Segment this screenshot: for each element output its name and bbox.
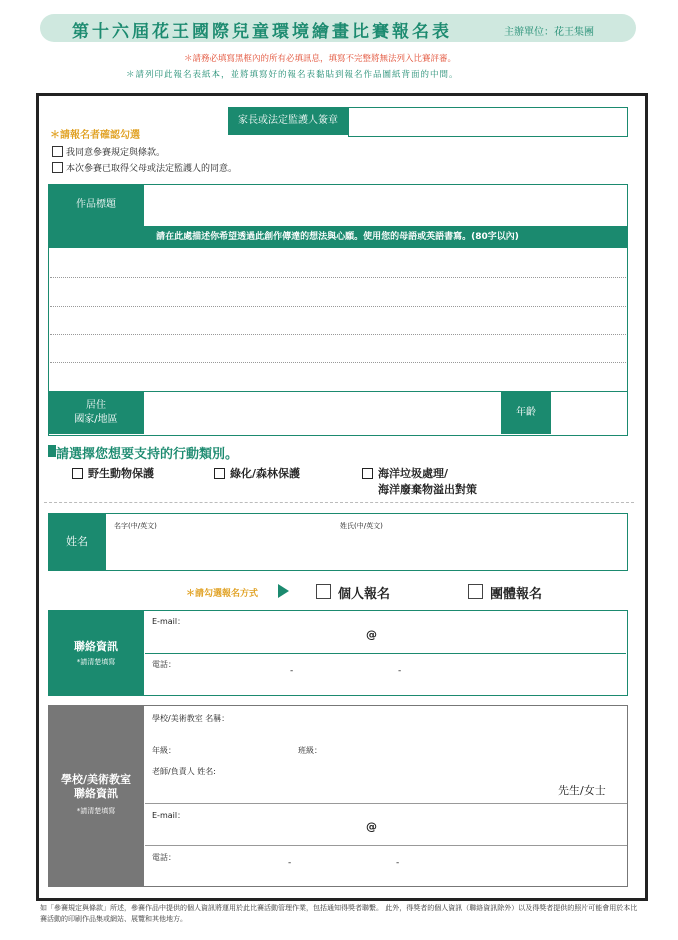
- form-title: 第十六屆花王國際兒童環境繪畫比賽報名表: [72, 22, 452, 42]
- description-line: [50, 306, 626, 307]
- required-notice: ＊請務必填寫黑框內的所有必填訊息，填寫不完整將無法列入比賽評審。: [184, 54, 457, 64]
- guardian-signature-label: 家長或法定監護人簽章: [228, 107, 348, 135]
- first-name-field[interactable]: [110, 532, 330, 564]
- school-name-label: 學校/美術教室 名稱：: [152, 714, 230, 723]
- phone-separator: -: [398, 666, 402, 676]
- action-option-ocean-line1: 海洋垃圾處理/: [378, 467, 449, 480]
- school-email-field[interactable]: [200, 812, 620, 840]
- consent-label-guardian: 本次參賽已取得父母或法定監護人的同意。: [66, 164, 238, 174]
- contact-email-field[interactable]: [200, 620, 620, 648]
- residence-label-line1: 居住: [86, 400, 106, 411]
- contact-label-text: 聯絡資訊: [74, 640, 118, 653]
- action-option-ocean-line2: 海洋廢棄物溢出對策: [378, 483, 477, 496]
- action-checkbox-ocean[interactable]: [362, 468, 373, 479]
- action-option-wildlife: 野生動物保護: [88, 467, 154, 480]
- school-phone-field[interactable]: [190, 852, 620, 880]
- age-label: 年齡: [501, 392, 551, 434]
- divider: [145, 845, 627, 846]
- consent-checkbox-terms[interactable]: [52, 146, 63, 157]
- contact-phone-field[interactable]: [190, 660, 620, 690]
- contact-note: *請清楚填寫: [76, 658, 116, 666]
- description-field[interactable]: [49, 249, 626, 391]
- consent-title: ＊請報名者確認勾選: [50, 130, 140, 141]
- school-phone-label: 電話：: [152, 853, 176, 862]
- school-note: *請清楚填寫: [76, 807, 116, 815]
- class-label: 班級：: [298, 746, 322, 755]
- divider: [145, 803, 627, 804]
- contact-label: [48, 610, 144, 695]
- school-label: [48, 705, 144, 886]
- description-line: [50, 334, 626, 335]
- teacher-label: 老師/負責人 姓名:: [152, 767, 216, 776]
- organizer-label: 主辦單位：花王集團: [504, 27, 594, 38]
- contact-email-label: E-mail：: [152, 617, 186, 626]
- school-at-sign: @: [366, 820, 377, 833]
- footer-disclaimer: 如「參賽規定與條款」所述，參賽作品中提供的個人資訊將運用於此比賽活動管理作業，包括通知得獎者聯繫。 此外，得獎者的個人資訊（聯絡資訊除外）以及得獎者提供的照片可能會用於本比賽活動的印刷作品集或網站、展覽和其他地方。: [40, 904, 638, 923]
- action-category-title: 請選擇您想要支持的行動類別。: [56, 447, 239, 462]
- arrow-right-icon: [278, 584, 289, 598]
- section-divider: [44, 502, 634, 503]
- group-label: 團體報名: [490, 587, 543, 602]
- residence-label-line2: 國家/地區: [74, 414, 118, 425]
- residence-label: [48, 392, 144, 434]
- honorific-label: 先生/女士: [558, 784, 606, 797]
- consent-label-terms: 我同意參賽規定與條款。: [66, 148, 166, 158]
- guardian-signature-field[interactable]: [348, 107, 628, 137]
- description-line: [50, 277, 626, 278]
- grade-label: 年級：: [152, 746, 176, 755]
- consent-checkbox-guardian[interactable]: [52, 162, 63, 173]
- divider: [145, 653, 626, 654]
- school-name-field[interactable]: [256, 710, 621, 730]
- age-field[interactable]: [552, 393, 625, 433]
- last-name-caption: 姓氏(中/英文): [340, 522, 383, 530]
- description-line: [50, 362, 626, 363]
- action-option-greening: 綠化/森林保護: [230, 467, 301, 480]
- phone-separator: -: [290, 666, 294, 676]
- section-marker: [48, 445, 56, 457]
- teacher-name-field[interactable]: [240, 768, 540, 798]
- first-name-caption: 名字(中/英文): [114, 522, 157, 530]
- phone-separator: -: [396, 858, 400, 868]
- description-prompt: 請在此處描述你希望透過此創作傳達的想法與心願。使用您的母語或英語書寫。(80字以內): [48, 226, 627, 248]
- school-email-label: E-mail：: [152, 811, 186, 820]
- name-label: 姓名: [48, 513, 106, 570]
- individual-label: 個人報名: [338, 587, 391, 602]
- phone-separator: -: [288, 858, 292, 868]
- class-field[interactable]: [330, 742, 620, 760]
- attach-notice: ＊請列印此報名表紙本，並將填寫好的報名表黏貼到報名作品圖紙背面的中間。: [126, 70, 459, 80]
- last-name-field[interactable]: [336, 532, 621, 564]
- artwork-title-label: 作品標題: [48, 184, 144, 226]
- registration-hint: ＊請勾選報名方式: [186, 589, 259, 599]
- action-checkbox-greening[interactable]: [214, 468, 225, 479]
- school-label-line1: 學校/美術教室: [60, 773, 132, 786]
- residence-field[interactable]: [145, 393, 500, 433]
- grade-field[interactable]: [185, 742, 285, 760]
- individual-checkbox[interactable]: [316, 584, 331, 599]
- school-label-line2: 聯絡資訊: [74, 787, 118, 800]
- group-checkbox[interactable]: [468, 584, 483, 599]
- action-checkbox-wildlife[interactable]: [72, 468, 83, 479]
- contact-phone-label: 電話：: [152, 660, 176, 669]
- contact-at-sign: @: [366, 628, 377, 641]
- artwork-title-field[interactable]: [145, 185, 625, 225]
